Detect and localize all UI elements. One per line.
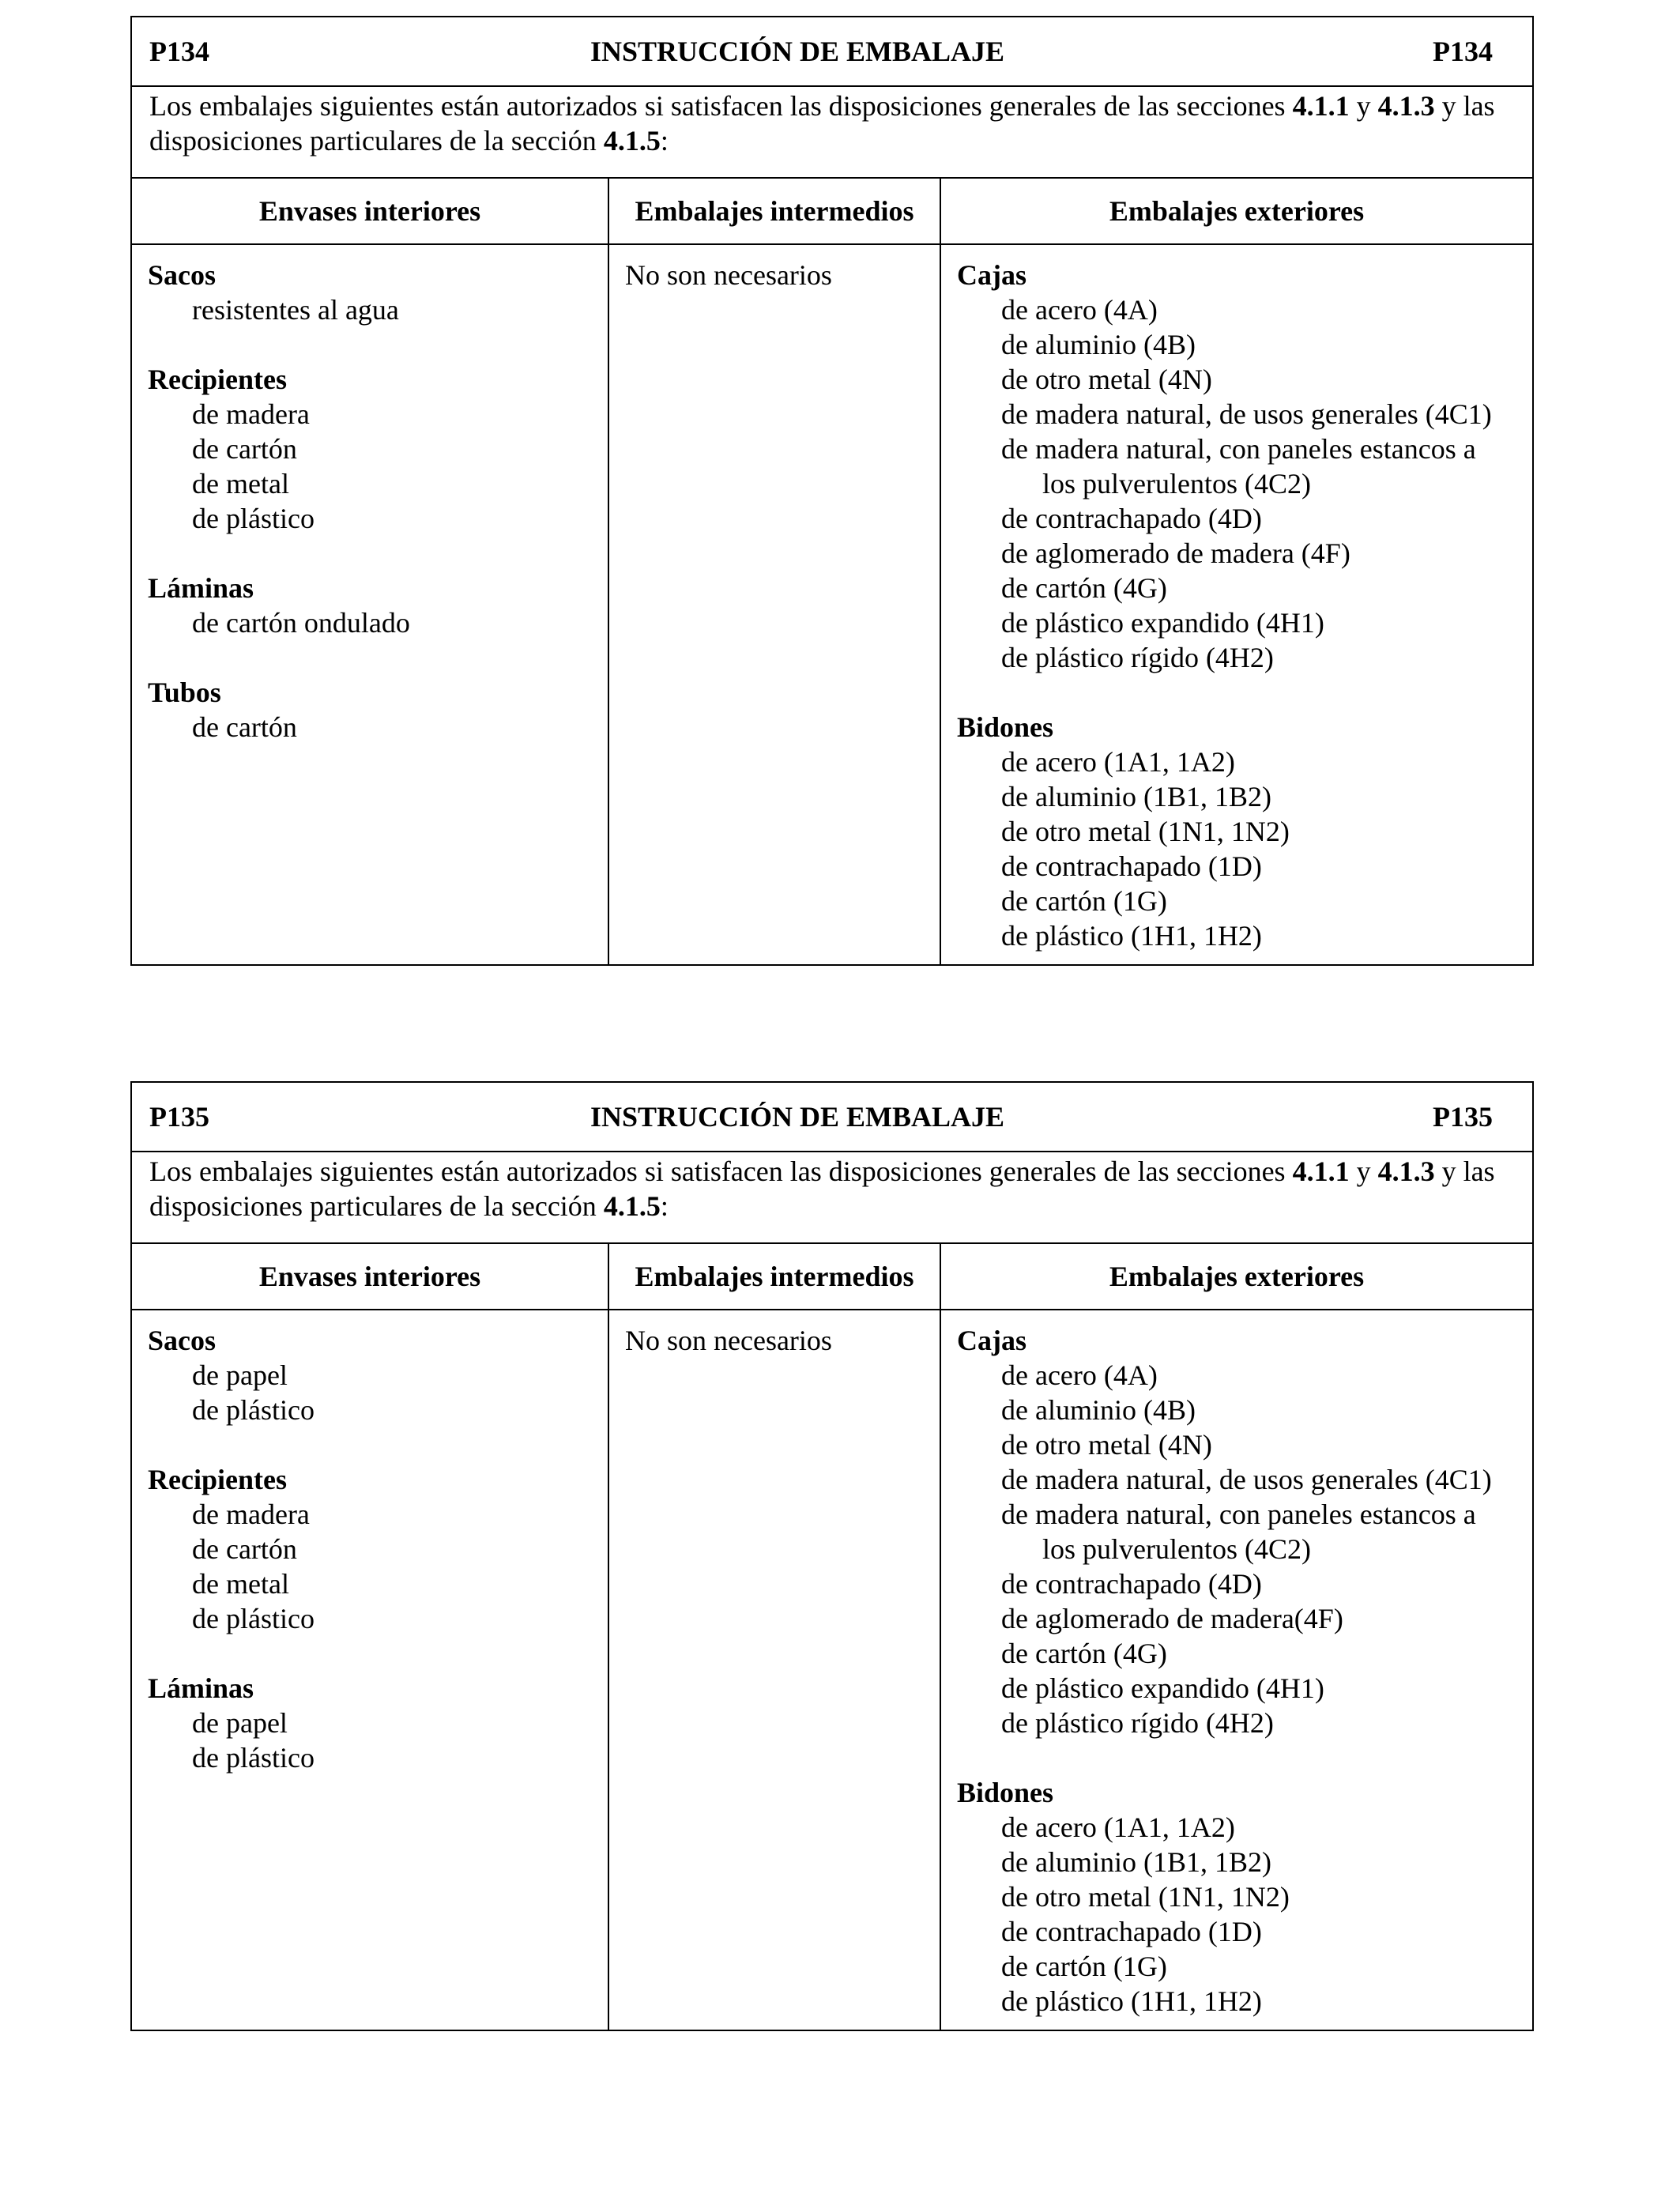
instruction-code-right: P135 (1433, 1101, 1494, 1133)
intermediate-packagings-cell (608, 1310, 940, 2030)
header-outer-packagings: Embalajes exteriores (940, 178, 1533, 244)
list-item: de madera (192, 1498, 310, 1530)
list-item: de aglomerado de madera (4F) (1001, 537, 1350, 569)
instruction-title: INSTRUCCIÓN DE EMBALAJE (590, 1101, 1005, 1133)
inner-packagings-cell (131, 1310, 608, 2030)
list-item: de cartón (4G) (1001, 1638, 1167, 1669)
group-title: Bidones (957, 1777, 1054, 1808)
packaging-group (957, 1775, 1524, 2019)
list-item: de aluminio (1B1, 1B2) (1001, 1846, 1271, 1878)
list-item: de metal (192, 1568, 289, 1600)
intermediate-packagings-cell (608, 244, 940, 965)
outer-packagings-cell (940, 244, 1533, 965)
section-ref: 4.1.3 (1377, 90, 1435, 122)
list-item: de plástico rígido (4H2) (1001, 1707, 1274, 1739)
list-item: de plástico (1H1, 1H2) (1001, 920, 1262, 952)
instruction-code-right: P134 (1433, 36, 1494, 67)
packaging-group (148, 1462, 600, 1636)
section-ref: 4.1.1 (1292, 90, 1350, 122)
intro-text: : (660, 125, 669, 156)
list-item: de papel (192, 1707, 288, 1739)
intro-text: y (1349, 90, 1378, 122)
list-item: de madera natural, con paneles estancos a (1001, 1498, 1476, 1530)
group-title: Láminas (148, 1672, 254, 1704)
packaging-group (148, 675, 600, 745)
list-item: de acero (1A1, 1A2) (1001, 746, 1235, 778)
instruction-code-left: P134 (149, 36, 209, 67)
section-ref: 4.1.1 (1292, 1155, 1350, 1187)
list-item: de plástico (192, 503, 315, 534)
list-item: de plástico expandido (4H1) (1001, 607, 1324, 639)
group-title: Láminas (148, 572, 254, 604)
list-item: de cartón (1G) (1001, 885, 1167, 917)
section-ref: 4.1.5 (603, 125, 661, 156)
packaging-group (148, 258, 600, 327)
packaging-group (957, 1323, 1524, 1740)
list-item: de otro metal (1N1, 1N2) (1001, 816, 1290, 847)
list-item: de aluminio (1B1, 1B2) (1001, 781, 1271, 812)
list-item: de plástico rígido (4H2) (1001, 642, 1274, 673)
instruction-intro (131, 1152, 1533, 1243)
list-item: los pulverulentos (4C2) (1042, 1533, 1311, 1565)
section-ref: 4.1.3 (1377, 1155, 1435, 1187)
packing-instruction-table (130, 16, 1534, 966)
list-item: de plástico expandido (4H1) (1001, 1672, 1324, 1704)
intro-text: Los embalajes siguientes están autorizados si satisfacen las disposiciones generales de las secciones (149, 90, 1293, 122)
intermediate-text: No son necesarios (625, 1325, 832, 1356)
list-item: de plástico (192, 1603, 315, 1634)
list-item: de acero (4A) (1001, 1359, 1158, 1391)
outer-packagings-cell (940, 1310, 1533, 2030)
list-item: de aglomerado de madera(4F) (1001, 1603, 1343, 1634)
list-item: de aluminio (4B) (1001, 329, 1196, 360)
list-item: resistentes al agua (192, 294, 399, 326)
instruction-title-bar (131, 1082, 1533, 1152)
list-item: de metal (192, 468, 289, 499)
packaging-group (148, 571, 600, 640)
intermediate-text: No son necesarios (625, 259, 832, 291)
instruction-title-bar (131, 17, 1533, 86)
list-item: de cartón (1G) (1001, 1951, 1167, 1982)
group-title: Cajas (957, 1325, 1026, 1356)
packaging-group (148, 1323, 600, 1427)
list-item: de otro metal (1N1, 1N2) (1001, 1881, 1290, 1913)
list-item: de contrachapado (1D) (1001, 850, 1262, 882)
list-item: de contrachapado (1D) (1001, 1916, 1262, 1947)
instruction-code-left: P135 (149, 1101, 209, 1133)
group-title: Recipientes (148, 1464, 287, 1495)
list-item: de acero (4A) (1001, 294, 1158, 326)
list-item: de otro metal (4N) (1001, 1429, 1212, 1461)
header-inner-packagings: Envases interiores (131, 178, 608, 244)
list-item: de cartón ondulado (192, 607, 410, 639)
intro-text: y las disposiciones particulares de la sección (149, 1155, 1495, 1222)
list-item: de cartón (192, 433, 297, 465)
list-item: de acero (1A1, 1A2) (1001, 1811, 1235, 1843)
list-item: de plástico (1H1, 1H2) (1001, 1985, 1262, 2017)
intro-text: y (1349, 1155, 1378, 1187)
header-intermediate-packagings: Embalajes intermedios (608, 1243, 940, 1310)
group-title: Tubos (148, 677, 221, 708)
list-item: de plástico (192, 1742, 315, 1774)
list-item: de madera natural, con paneles estancos a (1001, 433, 1476, 465)
list-item: de madera (192, 398, 310, 430)
packaging-group (957, 710, 1524, 953)
intro-text: : (660, 1190, 669, 1222)
list-item: de papel (192, 1359, 288, 1391)
group-title: Bidones (957, 711, 1054, 743)
group-title: Sacos (148, 259, 217, 291)
list-item: de contrachapado (4D) (1001, 1568, 1262, 1600)
intro-text: Los embalajes siguientes están autorizados si satisfacen las disposiciones generales de las secciones (149, 1155, 1293, 1187)
list-item: de plástico (192, 1394, 315, 1426)
instruction-intro (131, 86, 1533, 178)
header-inner-packagings: Envases interiores (131, 1243, 608, 1310)
list-item: de cartón (192, 1533, 297, 1565)
list-item: de otro metal (4N) (1001, 364, 1212, 395)
list-item: de madera natural, de usos generales (4C1) (1001, 398, 1492, 430)
header-outer-packagings: Embalajes exteriores (940, 1243, 1533, 1310)
group-title: Recipientes (148, 364, 287, 395)
list-item: de aluminio (4B) (1001, 1394, 1196, 1426)
inner-packagings-cell (131, 244, 608, 965)
section-ref: 4.1.5 (603, 1190, 661, 1222)
instruction-title: INSTRUCCIÓN DE EMBALAJE (590, 36, 1005, 67)
group-title: Sacos (148, 1325, 217, 1356)
intro-text: y las disposiciones particulares de la sección (149, 90, 1495, 156)
packaging-group (957, 258, 1524, 675)
list-item: de cartón (192, 711, 297, 743)
packaging-group (148, 1671, 600, 1775)
header-intermediate-packagings: Embalajes intermedios (608, 178, 940, 244)
list-item: de madera natural, de usos generales (4C1) (1001, 1464, 1492, 1495)
packaging-group (148, 362, 600, 536)
list-item: de contrachapado (4D) (1001, 503, 1262, 534)
list-item: de cartón (4G) (1001, 572, 1167, 604)
list-item: los pulverulentos (4C2) (1042, 468, 1311, 499)
packing-instruction-table (130, 1081, 1534, 2031)
group-title: Cajas (957, 259, 1026, 291)
